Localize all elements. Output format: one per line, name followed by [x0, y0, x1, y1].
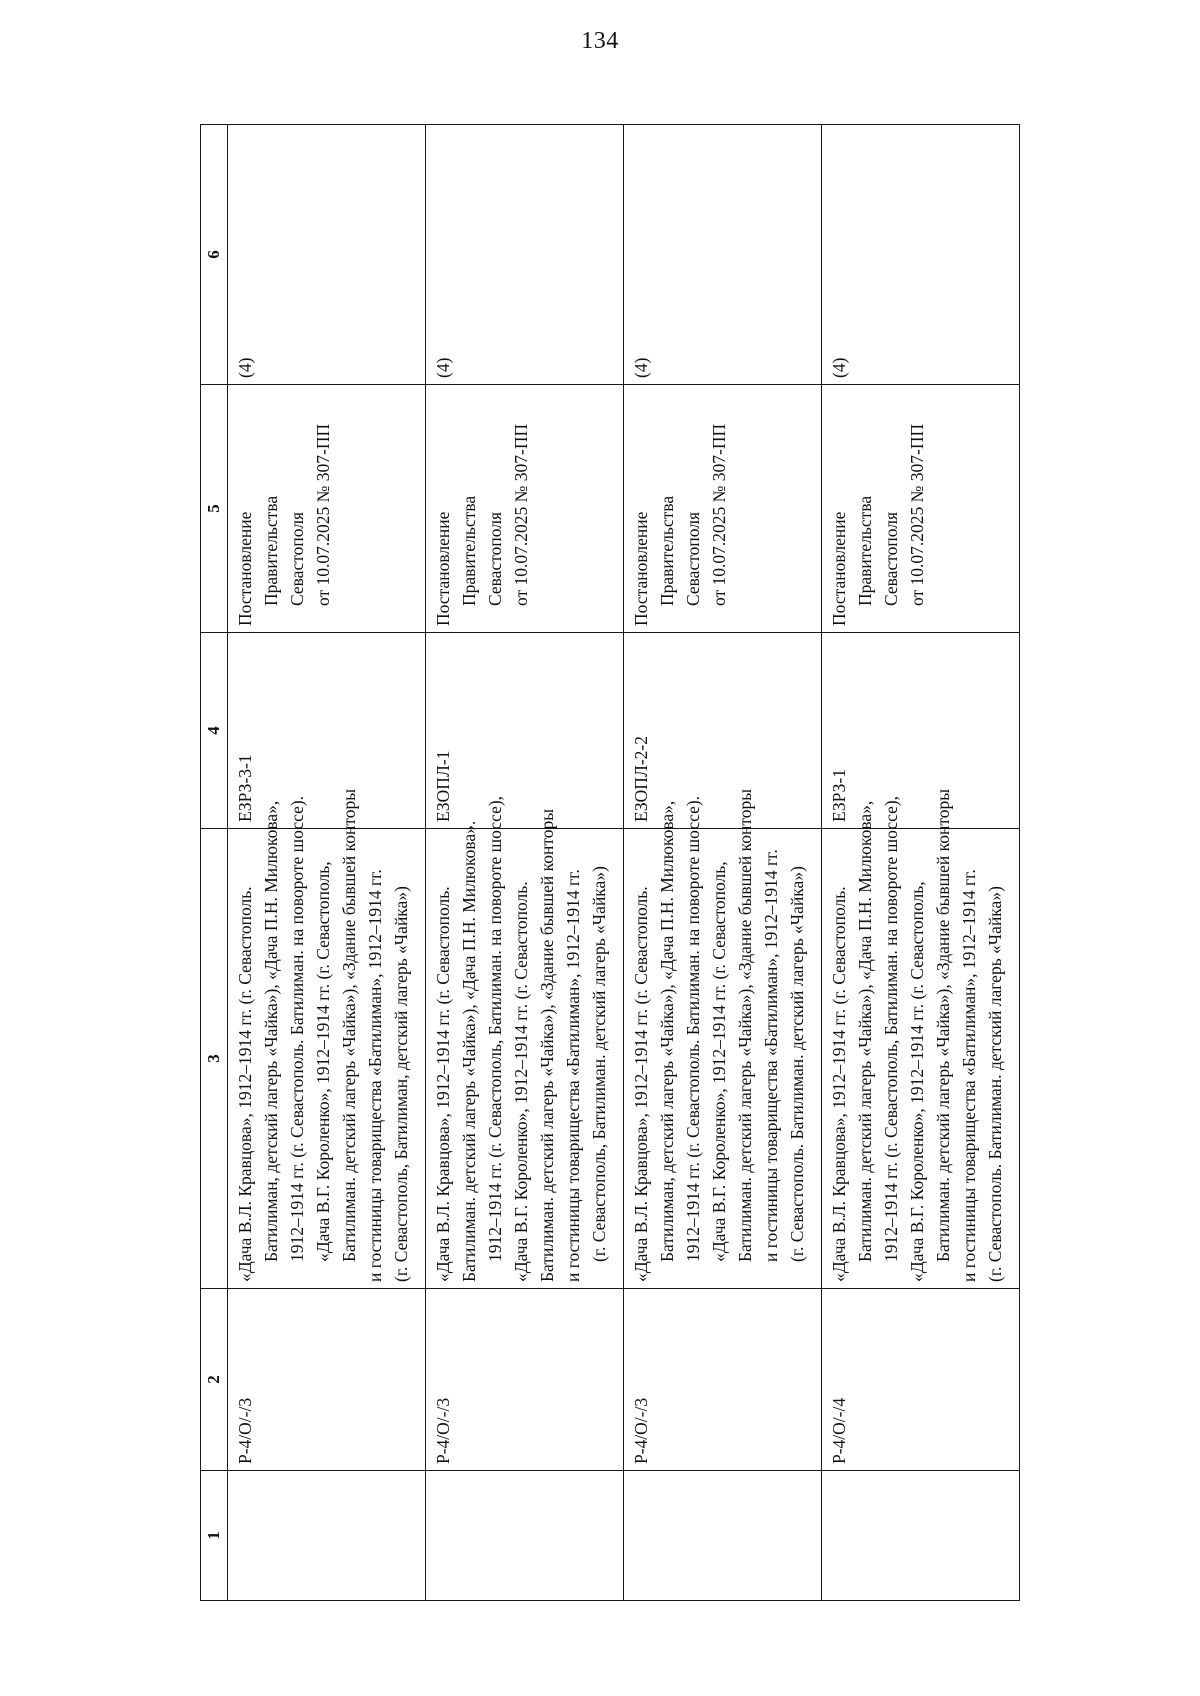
row-1-regime-code: ЕЗРЗ-3-1 — [228, 633, 426, 829]
table-header-row — [201, 125, 228, 1601]
objects-line: Батилиман. детский лагерь «Чайка»), «Здание бывшей конторы — [933, 788, 953, 1262]
table-row — [624, 125, 822, 1601]
page-number: 134 — [581, 28, 619, 54]
table-row — [426, 125, 624, 1601]
row-3-regime-code: ЕЗОПЛ-2-2 — [624, 633, 822, 829]
column-header-5: 5 — [201, 385, 228, 633]
legal-act-line: Севастополя — [287, 511, 307, 606]
objects-line: Батилиман, детский лагерь «Чайка»), «Дача П.Н. Милюкова», — [261, 800, 281, 1262]
row-4-legal-act — [822, 385, 1020, 633]
objects-line: Батилиман. детский лагерь «Чайка»), «Дача П.Н. Милюкова», — [855, 800, 875, 1262]
row-2-regime-code: ЕЗОПЛ-1 — [426, 633, 624, 829]
column-header-3: 3 — [201, 829, 228, 1289]
legal-act-line: Правительства — [855, 495, 875, 606]
objects-line: «Дача В.Л. Кравцова», 1912–1914 гг. (г. Севастополь. — [631, 886, 651, 1282]
table-row — [822, 125, 1020, 1601]
objects-line: 1912–1914 гг. (г. Севастополь. Батилиман. на повороте шоссе). — [287, 795, 307, 1262]
row-1-note: (4) — [228, 125, 426, 385]
objects-line: «Дача В.Г. Короленко», 1912–1914 гг. (г. Севастополь, — [313, 861, 333, 1262]
row-2-col-1 — [426, 1471, 624, 1601]
objects-line: 1912–1914 гг. (г. Севастополь, Батилиман. на повороте шоссе), — [485, 795, 505, 1262]
objects-line: Батилиман. детский лагерь «Чайка»), «Здание бывшей конторы — [339, 788, 359, 1262]
table-row — [228, 125, 426, 1601]
row-3-legal-act — [624, 385, 822, 633]
objects-line: Батилиман. детский лагерь «Чайка»), «Здание бывшей конторы — [735, 788, 755, 1262]
legal-act-line: от 10.07.2025 № 307-ПП — [709, 423, 729, 606]
objects-line: (г. Севастополь. Батилиман. детский лагерь «Чайка») — [985, 886, 1005, 1282]
row-4-col-1 — [822, 1471, 1020, 1601]
row-1-zone-code: Р-4/О/-/3 — [228, 1289, 426, 1471]
legal-act-line: Правительства — [261, 495, 281, 606]
legal-act-line: Правительства — [657, 495, 677, 606]
objects-line: 1912–1914 гг. (г. Севастополь. Батилиман. на повороте шоссе). — [683, 795, 703, 1262]
objects-line: (г. Севастополь. Батилиман. детский лагерь «Чайка») — [787, 866, 807, 1262]
objects-line: «Дача В.Л. Кравцова», 1912–1914 гг. (г. Севастополь. — [235, 886, 255, 1282]
legal-act-line: Севастополя — [485, 511, 505, 606]
legal-act-line: Постановление — [829, 511, 849, 626]
row-2-zone-code: Р-4/О/-/3 — [426, 1289, 624, 1471]
row-3-note: (4) — [624, 125, 822, 385]
column-header-1: 1 — [201, 1471, 228, 1601]
column-header-4: 4 — [201, 633, 228, 829]
row-4-zone-code: Р-4/О/-/4 — [822, 1289, 1020, 1471]
row-2-legal-act — [426, 385, 624, 633]
objects-line: «Дача В.Г. Короленко», 1912–1914 гг. (г. Севастополь, — [907, 881, 927, 1282]
legal-act-line: Постановление — [235, 511, 255, 626]
objects-line: 1912–1914 гг. (г. Севастополь, Батилиман. на повороте шоссе), — [881, 795, 901, 1262]
legal-act-line: Правительства — [459, 495, 479, 606]
row-4-note: (4) — [822, 125, 1020, 385]
objects-line: и гостиницы товарищества «Батилиман», 1912–1914 гг. — [761, 849, 781, 1262]
row-3-zone-code: Р-4/О/-/3 — [624, 1289, 822, 1471]
objects-line: и гостиницы товарищества «Батилиман», 1912–1914 гг. — [365, 869, 385, 1282]
row-1-col-1 — [228, 1471, 426, 1601]
objects-line: Батилиман. детский лагерь «Чайка»), «Здание бывшей конторы — [537, 808, 557, 1282]
register-table — [200, 124, 1020, 1601]
objects-line: и гостиницы товарищества «Батилиман», 1912–1914 гг. — [959, 869, 979, 1282]
legal-act-line: от 10.07.2025 № 307-ПП — [313, 423, 333, 606]
column-header-2: 2 — [201, 1289, 228, 1471]
legal-act-line: Постановление — [631, 511, 651, 626]
objects-line: «Дача В.Л. Кравцова», 1912–1914 гг. (г. Севастополь. — [433, 886, 453, 1282]
objects-line: (г. Севастополь, Батилиман. детский лагерь «Чайка») — [589, 866, 609, 1262]
objects-line: и гостиницы товарищества «Батилиман», 1912–1914 гг. — [563, 869, 583, 1282]
column-header-6: 6 — [201, 125, 228, 385]
row-2-note: (4) — [426, 125, 624, 385]
objects-line: Батилиман, детский лагерь «Чайка»), «Дача П.Н. Милюкова», — [657, 800, 677, 1262]
row-3-objects — [624, 788, 822, 1289]
legal-act-line: Постановление — [433, 511, 453, 626]
row-4-regime-code: ЕЗРЗ-1 — [822, 633, 1020, 829]
objects-line: «Дача В.Л. Кравцова», 1912–1914 гг. (г. Севастополь. — [829, 886, 849, 1282]
legal-act-line: Севастополя — [881, 511, 901, 606]
legal-act-line: Севастополя — [683, 511, 703, 606]
legal-act-line: от 10.07.2025 № 307-ПП — [907, 423, 927, 606]
row-2-objects — [426, 795, 624, 1289]
row-3-col-1 — [624, 1471, 822, 1601]
objects-line: «Дача В.Г. Короленко», 1912–1914 гг. (г. Севастополь, — [709, 861, 729, 1262]
legal-act-line: от 10.07.2025 № 307-ПП — [511, 423, 531, 606]
objects-line: Батилиман. детский лагерь «Чайка»), «Дача П.Н. Милюкова». — [459, 820, 479, 1282]
rotated-table-frame — [200, 125, 1020, 1601]
objects-line: «Дача В.Г. Короленко», 1912–1914 гг. (г. Севастополь. — [511, 881, 531, 1282]
objects-line: (г. Севастополь, Батилиман, детский лагерь «Чайка») — [391, 886, 411, 1282]
rotated-table-wrapper — [200, 125, 1020, 1601]
row-1-legal-act — [228, 385, 426, 633]
